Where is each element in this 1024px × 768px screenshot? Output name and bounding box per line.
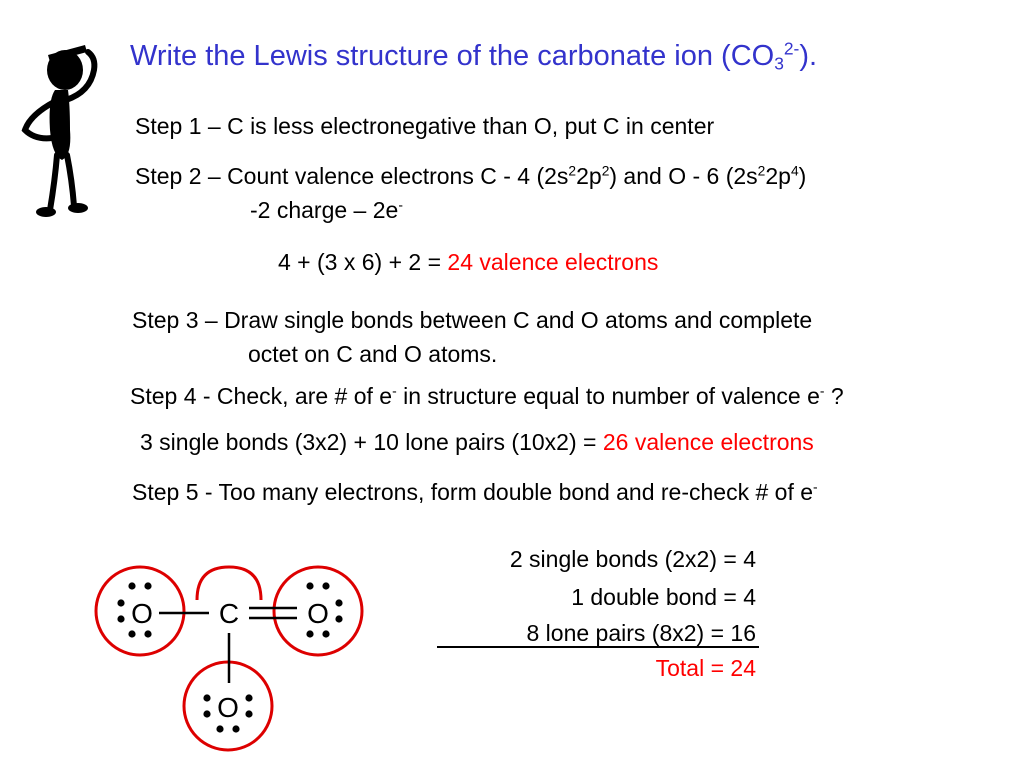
step-2-charge-text: -2 charge – 2e- [250, 197, 403, 223]
tally-total: Total = 24 [655, 655, 756, 681]
thinking-stick-figure-icon [10, 30, 110, 220]
step-5-text: Step 5 - Too many electrons, form double bond and re-check # of e- [132, 479, 818, 505]
tally-double-bond: 1 double bond = 4 [571, 584, 756, 610]
atom-right-oxygen: O [307, 598, 329, 629]
step-1-text: Step 1 – C is less electronegative than O, put C in center [135, 113, 715, 139]
step-4-calculation: 3 single bonds (3x2) + 10 lone pairs (10x2) = 26 valence electrons [140, 429, 814, 455]
atom-left-oxygen: O [131, 598, 153, 629]
tally-single-bonds: 2 single bonds (2x2) = 4 [509, 546, 756, 572]
step-3-text: Step 3 – Draw single bonds between C and O atoms and complete [132, 307, 813, 333]
atom-bottom-oxygen: O [217, 692, 239, 723]
step-2-text: Step 2 – Count valence electrons C - 4 $(2s^22p^2)$ and O - 6 $(2s^22p^4)$ [135, 163, 807, 189]
step-2-calculation: 4 + (3 x 6) + 2 = 24 valence electrons [278, 249, 659, 275]
structure-electron-total: 26 valence electrons [602, 429, 814, 455]
step-4-text: Step 4 - Check, are # of e- in structure equal to number of valence e- ? [130, 383, 844, 409]
octet-arc-carbon [197, 567, 261, 600]
valence-electron-total: 24 valence electrons [447, 249, 659, 275]
step-3-text-cont: octet on C and O atoms. [248, 341, 498, 367]
lewis-structure-diagram [85, 555, 385, 765]
tally-lone-pairs: 8 lone pairs (8x2) = 16 [526, 620, 756, 646]
slide-title: Write the Lewis structure of the carbonate ion $(CO_3^{2-})$. [130, 38, 818, 74]
atom-carbon: C [218, 598, 240, 629]
tally-sum-line [437, 646, 759, 648]
